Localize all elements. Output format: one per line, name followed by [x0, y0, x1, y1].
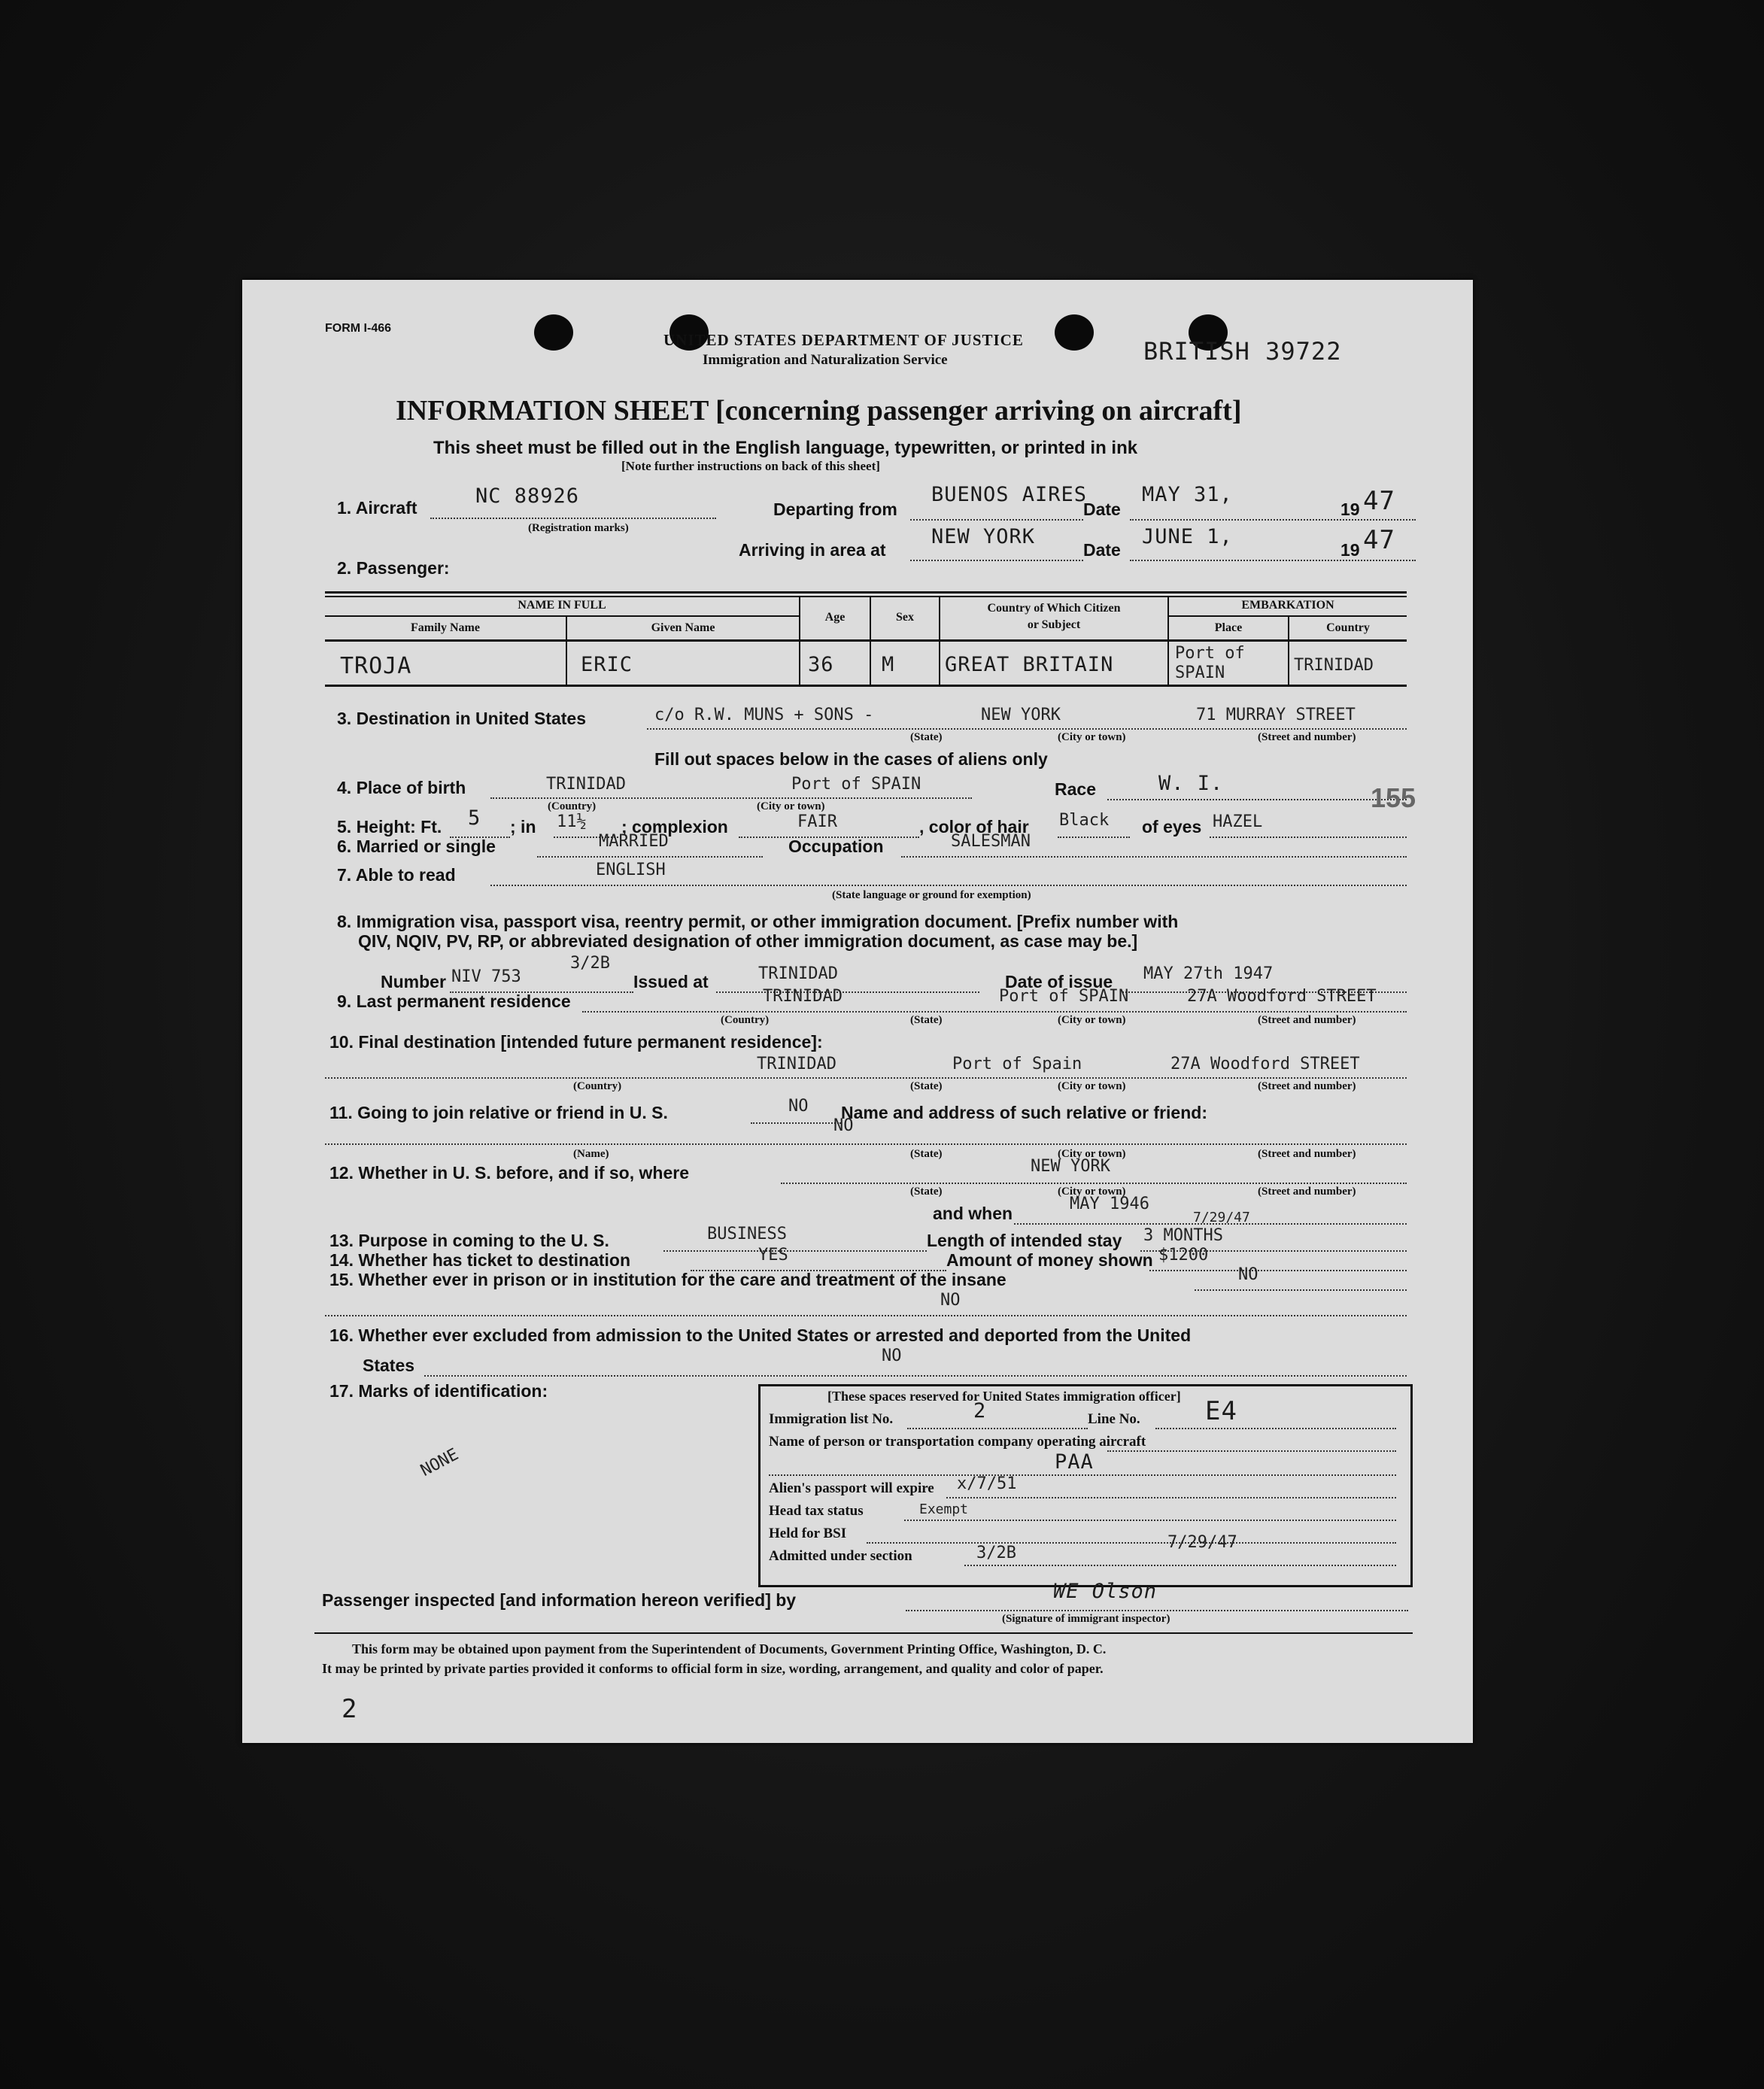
- last-residence-line: [582, 1011, 1407, 1013]
- birth-country-value: TRINIDAD: [546, 775, 626, 794]
- age-header: Age: [824, 611, 846, 624]
- complexion-value: FAIR: [797, 812, 837, 831]
- complexion-label: ; complexion: [621, 817, 728, 837]
- stay-date-value: 7/29/47: [1193, 1210, 1250, 1225]
- visa-label-1: 8. Immigration visa, passport visa, reentry permit, or other immigration document. [Prefix number with: [337, 912, 1179, 931]
- city-caption: (City or town): [1058, 1186, 1126, 1198]
- excluded-line: [424, 1375, 1407, 1377]
- officer-box-header: [These spaces reserved for United States immigration officer]: [827, 1389, 1181, 1404]
- departing-label: Departing from: [773, 499, 897, 519]
- join-label: 11. Going to join relative or friend in U. S.: [329, 1103, 668, 1122]
- money-label: Amount of money shown: [946, 1250, 1153, 1270]
- occupation-value: SALESMAN: [951, 832, 1031, 851]
- embark-place-value-1: Port of: [1175, 644, 1245, 663]
- final-street-value: 27A Woodford STREET: [1170, 1055, 1360, 1073]
- race-value: W. I.: [1158, 772, 1224, 795]
- citizenship-value: GREAT BRITAIN: [945, 653, 1114, 676]
- street-caption: (Street and number): [1258, 1080, 1356, 1092]
- table-header-rule: [325, 639, 1407, 642]
- before-line: [781, 1183, 1407, 1184]
- family-name-header: Family Name: [411, 621, 480, 634]
- last-residence-label: 9. Last permanent residence: [337, 991, 571, 1011]
- married-label: 6. Married or single: [337, 837, 496, 856]
- street-caption: (Street and number): [1258, 1148, 1356, 1160]
- inspector-signature: WE Olson: [1053, 1580, 1158, 1603]
- file-annotation: BRITISH 39722: [1143, 337, 1342, 366]
- given-name-header: Given Name: [651, 621, 715, 634]
- form-instruction: This sheet must be filled out in the English language, typewritten, or printed in ink: [433, 438, 1138, 458]
- purpose-line: [663, 1250, 927, 1252]
- street-caption: (Street and number): [1258, 731, 1356, 743]
- join-name-line: [325, 1143, 1407, 1145]
- arrive-date-value: JUNE 1,: [1142, 525, 1233, 548]
- sex-header: Sex: [896, 611, 914, 624]
- depart-year-value: 47: [1363, 486, 1395, 516]
- doc-number-value: NIV 753: [451, 967, 521, 986]
- sex-value: M: [882, 653, 895, 676]
- form-number: FORM I-466: [325, 322, 392, 335]
- table-bottom-rule: [325, 685, 1407, 687]
- height-in-label: ; in: [510, 817, 536, 837]
- last-city-value: Port of SPAIN: [999, 987, 1129, 1006]
- passport-expire-line: [946, 1497, 1396, 1498]
- head-tax-line: [904, 1520, 1396, 1521]
- depart-date-label: Date: [1083, 499, 1121, 519]
- prison-value-1: NO: [1238, 1265, 1258, 1284]
- name-group-rule: [325, 615, 799, 617]
- excluded-label-1: 16. Whether ever excluded from admission to the United States or arrested and deported from the United: [329, 1325, 1192, 1345]
- street-caption: (Street and number): [1258, 1186, 1356, 1198]
- registration-caption: (Registration marks): [528, 522, 629, 534]
- operator-label: Name of person or transportation company operating aircraft: [769, 1434, 1146, 1450]
- family-name-value: TROJA: [340, 653, 412, 679]
- bsi-line: [867, 1542, 1396, 1544]
- occupation-line: [901, 856, 1407, 858]
- height-label: 5. Height: Ft.: [337, 817, 442, 837]
- and-when-label: and when: [933, 1204, 1013, 1223]
- name-caption: (Name): [573, 1148, 609, 1160]
- city-caption: (City or town): [1058, 1014, 1126, 1026]
- birth-city-value: Port of SPAIN: [791, 775, 921, 794]
- read-caption: (State language or ground for exemption): [832, 889, 1031, 901]
- occupation-label: Occupation: [788, 837, 884, 856]
- signature-caption: (Signature of immigrant inspector): [1002, 1613, 1170, 1625]
- country-caption: (Country): [721, 1014, 770, 1026]
- aircraft-label: 1. Aircraft: [337, 498, 417, 518]
- money-value: $1200: [1158, 1246, 1209, 1265]
- final-destination-label: 10. Final destination [intended future permanent residence]:: [329, 1032, 823, 1052]
- form-title: INFORMATION SHEET [concerning passenger arriving on aircraft]: [396, 395, 1242, 427]
- arrive-year-value: 47: [1363, 525, 1395, 555]
- page-mark: 2: [342, 1694, 358, 1724]
- service-name: Immigration and Naturalization Service: [703, 352, 948, 368]
- country-caption: (Country): [548, 800, 597, 812]
- race-line: [1107, 799, 1407, 800]
- inspected-label: Passenger inspected [and information hereon verified] by: [322, 1590, 797, 1610]
- prison-value-2: NO: [940, 1291, 961, 1310]
- doc-number-label: Number: [381, 972, 446, 991]
- state-caption: (State): [910, 731, 943, 743]
- form-note: [Note further instructions on back of this sheet]: [621, 459, 880, 473]
- embark-place-header: Place: [1214, 621, 1243, 634]
- hair-line: [1058, 837, 1130, 838]
- passport-expire-label: Alien's passport will expire: [769, 1480, 934, 1496]
- read-line: [490, 885, 1407, 886]
- name-in-full-header: NAME IN FULL: [518, 599, 606, 612]
- state-caption: (State): [910, 1014, 943, 1026]
- destination-care-value: c/o R.W. MUNS + SONS -: [654, 706, 874, 724]
- hair-value: Black: [1059, 811, 1110, 830]
- operator-line-2: [769, 1474, 1396, 1476]
- departing-value: BUENOS AIRES: [931, 483, 1088, 506]
- issue-date-label: Date of issue: [1005, 972, 1113, 991]
- punch-hole: [1055, 314, 1094, 351]
- table-top-rule-2: [325, 596, 1407, 597]
- arriving-label: Arriving in area at: [739, 540, 886, 560]
- eyes-line: [1210, 837, 1407, 838]
- destination-street-value: 71 MURRAY STREET: [1196, 706, 1356, 724]
- depart-date-value: MAY 31,: [1142, 483, 1233, 506]
- city-caption: (City or town): [757, 800, 825, 812]
- operator-value: PAA: [1055, 1450, 1094, 1474]
- prison-label: 15. Whether ever in prison or in institution for the care and treatment of the insane: [329, 1270, 1006, 1289]
- embarkation-header: EMBARKATION: [1241, 599, 1334, 612]
- admitted-line: [964, 1565, 1396, 1566]
- country-caption: (Country): [573, 1080, 622, 1092]
- issue-date-value: MAY 27th 1947: [1143, 964, 1274, 983]
- issued-at-line: [716, 991, 979, 993]
- embark-country-header: Country: [1326, 621, 1370, 634]
- footer-line-1: This form may be obtained upon payment from the Superintendent of Documents, Government Printing Office, Washington, D. C.: [352, 1641, 1107, 1656]
- last-street-value: 27A Woodford STREET: [1187, 987, 1377, 1006]
- arrive-date-label: Date: [1083, 540, 1121, 560]
- excluded-label-2: States: [363, 1356, 415, 1375]
- money-line: [1149, 1270, 1407, 1271]
- street-caption: (Street and number): [1258, 1014, 1356, 1026]
- last-country-value: TRINIDAD: [763, 987, 843, 1006]
- age-value: 36: [808, 653, 834, 676]
- passport-expire-value: x/7/51: [957, 1474, 1017, 1493]
- marks-label: 17. Marks of identification:: [329, 1381, 548, 1401]
- length-label: Length of intended stay: [927, 1231, 1122, 1250]
- join-line: [751, 1122, 841, 1124]
- final-city-value: Port of Spain: [952, 1055, 1082, 1073]
- line-no-label: Line No.: [1088, 1411, 1140, 1427]
- aircraft-line: [430, 518, 716, 519]
- doc-section-value: 3/2B: [570, 954, 610, 973]
- join-value: NO: [788, 1097, 809, 1116]
- issued-at-value: TRINIDAD: [758, 964, 838, 983]
- join-name-label: Name and address of such relative or friend:: [841, 1103, 1207, 1122]
- admitted-value: 3/2B: [976, 1544, 1016, 1562]
- list-no-value: 2: [973, 1399, 987, 1423]
- city-caption: (City or town): [1058, 731, 1126, 743]
- birth-label: 4. Place of birth: [337, 778, 466, 797]
- bsi-label: Held for BSI: [769, 1526, 847, 1541]
- married-value: MARRIED: [599, 832, 669, 851]
- purpose-label: 13. Purpose in coming to the U. S.: [329, 1231, 609, 1250]
- footer-rule: [314, 1632, 1413, 1634]
- ticket-value: YES: [758, 1246, 788, 1265]
- before-city-value: NEW YORK: [1031, 1157, 1110, 1176]
- height-in-value: 11½: [557, 812, 587, 831]
- length-value: 3 MONTHS: [1143, 1226, 1223, 1245]
- aliens-only-heading: Fill out spaces below in the cases of aliens only: [654, 749, 1048, 769]
- arrive-date-line: [1130, 560, 1416, 561]
- departing-line: [910, 519, 1083, 521]
- arrive-year-prefix: 19: [1340, 540, 1360, 560]
- eyes-label: of eyes: [1142, 817, 1202, 837]
- final-country-value: TRINIDAD: [757, 1055, 836, 1073]
- issued-at-label: Issued at: [633, 972, 709, 991]
- depart-year-prefix: 19: [1340, 499, 1360, 519]
- embark-place-value-2: SPAIN: [1175, 663, 1225, 682]
- citizen-header-2: or Subject: [1027, 618, 1081, 631]
- given-name-value: ERIC: [581, 653, 633, 676]
- destination-label: 3. Destination in United States: [337, 709, 586, 728]
- destination-city-value: NEW YORK: [981, 706, 1061, 724]
- head-tax-label: Head tax status: [769, 1503, 864, 1519]
- height-ft-value: 5: [468, 806, 481, 830]
- footer-line-2: It may be printed by private parties provided it conforms to official form in size, wording, arrangement, and quality and color of paper.: [322, 1661, 1104, 1676]
- read-label: 7. Able to read: [337, 865, 456, 885]
- aircraft-value: NC 88926: [475, 484, 580, 508]
- state-caption: (State): [910, 1148, 943, 1160]
- passenger-label: 2. Passenger:: [337, 558, 450, 578]
- punch-hole: [534, 314, 573, 351]
- destination-line: [647, 728, 1407, 730]
- operator-line-1: [1107, 1450, 1396, 1452]
- admitted-label: Admitted under section: [769, 1548, 912, 1564]
- purpose-value: BUSINESS: [707, 1225, 787, 1243]
- stamp-number: 155: [1371, 782, 1416, 813]
- state-caption: (State): [910, 1080, 943, 1092]
- before-when-value: MAY 1946: [1070, 1195, 1149, 1213]
- col-rule: [799, 596, 800, 686]
- birth-line: [490, 797, 972, 799]
- list-no-label: Immigration list No.: [769, 1411, 894, 1427]
- list-no-line: [907, 1428, 1088, 1429]
- inspector-signature-line: [906, 1610, 1408, 1611]
- citizen-header-1: Country of Which Citizen: [987, 602, 1121, 615]
- table-top-rule: [325, 591, 1407, 594]
- marks-value: NONE: [417, 1445, 462, 1480]
- excluded-value: NO: [882, 1347, 902, 1365]
- embark-group-rule: [1167, 615, 1407, 617]
- city-caption: (City or town): [1058, 1148, 1126, 1160]
- depart-date-line: [1130, 519, 1416, 521]
- arriving-line: [910, 560, 1083, 561]
- join-name-value: NO: [833, 1116, 854, 1135]
- line-no-value: E4: [1205, 1396, 1237, 1426]
- embark-country-value: TRINIDAD: [1294, 656, 1374, 675]
- ticket-label: 14. Whether has ticket to destination: [329, 1250, 631, 1270]
- prison-line-2: [325, 1315, 1407, 1316]
- line-no-line: [1155, 1428, 1396, 1429]
- final-destination-line: [325, 1077, 1407, 1079]
- prison-line-1: [1195, 1289, 1407, 1291]
- admitted-date-value: 7/29/47: [1167, 1533, 1237, 1552]
- before-label: 12. Whether in U. S. before, and if so, where: [329, 1163, 689, 1183]
- eyes-value: HAZEL: [1213, 812, 1263, 831]
- state-caption: (State): [910, 1186, 943, 1198]
- arriving-value: NEW YORK: [931, 525, 1036, 548]
- department-name: UNITED STATES DEPARTMENT OF JUSTICE: [663, 331, 1024, 349]
- race-label: Race: [1055, 779, 1096, 799]
- read-value: ENGLISH: [596, 861, 666, 879]
- city-caption: (City or town): [1058, 1080, 1126, 1092]
- hair-label: , color of hair: [919, 817, 1029, 837]
- head-tax-value: Exempt: [919, 1501, 969, 1517]
- information-sheet: [242, 280, 1473, 1743]
- married-line: [537, 856, 763, 858]
- visa-label-2: QIV, NQIV, PV, RP, or abbreviated designation of other immigration document, as case may be.]: [358, 931, 1138, 951]
- col-rule: [870, 596, 871, 686]
